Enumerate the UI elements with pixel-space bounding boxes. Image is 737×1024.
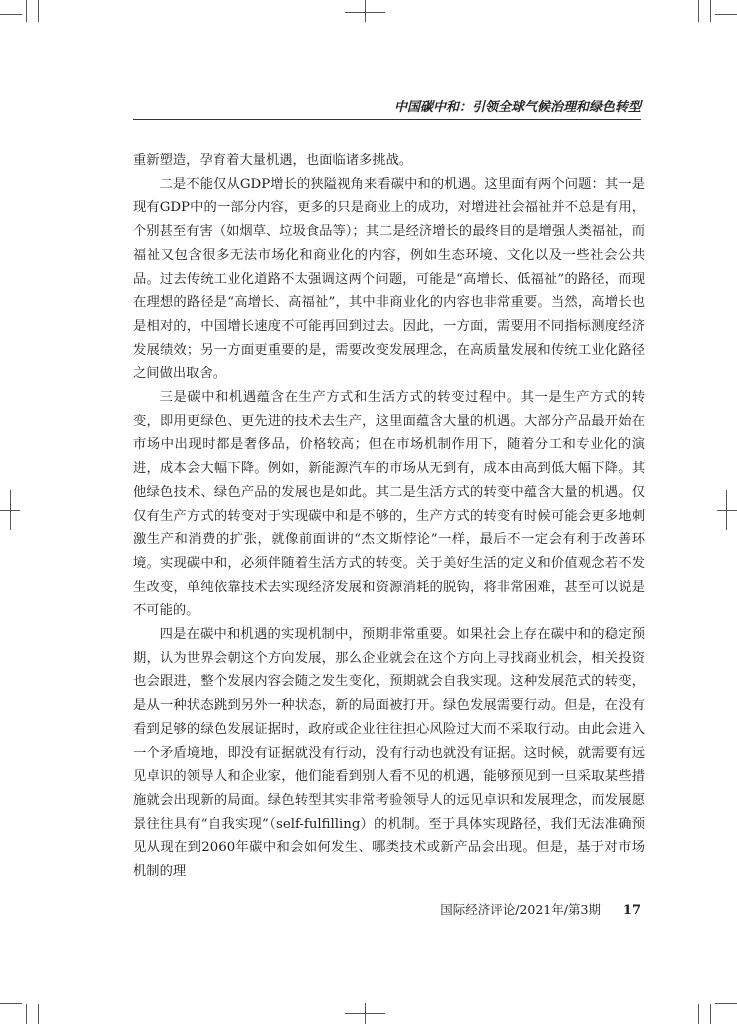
crop-mark bbox=[698, 1004, 699, 1024]
page-number: 17 bbox=[622, 903, 641, 918]
registration-mark bbox=[365, 1003, 366, 1024]
registration-mark bbox=[717, 510, 737, 511]
crop-mark bbox=[0, 1003, 22, 1004]
crop-mark bbox=[710, 1004, 711, 1024]
paragraph-1: 重新塑造，孕育着大量机遇，也面临诸多挑战。 bbox=[133, 153, 413, 168]
paragraph-3: 三是碳中和机遇蕴含在生产方式和生活方式的转变过程中。其一是生产方式的转变，即用更绿色、更先进的技术去生产，这里面蕴含大量的机遇。大部分产品最开始在市场中出现时都是奢侈品，价格较高；但在市场机制作用下，随着分工和专业化的演进，成本会大幅下降。例如，新能源汽车的市场从无到有，成本由高到低大幅下降。其他绿色技术、绿色产品的发展也是如此。其二是生活方式的转变中蕴含大量的机遇。仅仅有生产方式的转变对于实现碳中和是不够的，生产方式的转变有时候可能会更多地刺激生产和消费的扩张，就像前面讲的“杰文斯悖论”一样，最后不一定会有利于改善环境。实现碳中和，必须伴随着生活方式的转变。关于美好生活的定义和价值观念若不发生改变，单纯依靠技术去实现经济发展和资源消耗的脱钩，将非常困难，甚至可以说是不可能的。 bbox=[133, 390, 645, 619]
crop-mark bbox=[38, 0, 39, 22]
crop-mark bbox=[710, 0, 711, 22]
crop-mark bbox=[715, 14, 737, 15]
page-footer bbox=[440, 900, 641, 918]
crop-mark bbox=[26, 0, 27, 22]
registration-mark bbox=[726, 490, 727, 530]
crop-mark bbox=[698, 0, 699, 22]
paragraph-4: 四是在碳中和机遇的实现机制中，预期非常重要。如果社会上存在碳中和的稳定预期，认为世界会朝这个方向发展，那么企业就会在这个方向上寻找商业机会，相关投资也会跟进，整个发展内容会随之发生变化，预期就会自我实现。这种发展范式的转变，是从一种状态跳到另外一种状态，新的局面被打开。绿色发展需要行动。但是，在没有看到足够的绿色发展证据时，政府或企业往往担心风险过大而不采取行动。由此会进入一个矛盾境地，即没有证据就没有行动，没有行动也就没有证据。这时候，就需要有远见卓识的领导人和企业家，他们能看到别人看不见的机遇，能够预见到一旦采取某些措施就会出现新的局面。绿色转型其实非常考验领导人的远见卓识和发展理念，而发展愿景往往具有“自我实现”（self-fulfilling）的机制。至于具体实现路径，我们无法准确预见从现在到2060年碳中和会如何发生、哪类技术或新产品会出现。但是，基于对市场机制的理 bbox=[133, 627, 645, 880]
crop-mark bbox=[26, 1004, 27, 1024]
registration-mark bbox=[365, 0, 366, 22]
crop-mark bbox=[38, 1004, 39, 1024]
crop-mark bbox=[715, 1003, 737, 1004]
header-rule bbox=[133, 119, 641, 120]
crop-mark bbox=[0, 14, 22, 15]
journal-citation: 国际经济评论/2021年/第3期 bbox=[440, 902, 601, 917]
running-head-title: 中国碳中和：引领全球气候治理和绿色转型 bbox=[393, 100, 641, 115]
registration-mark bbox=[10, 490, 11, 530]
paragraph-2: 二是不能仅从GDP增长的狭隘视角来看碳中和的机遇。这里面有两个问题：其一是现有GDP中的一部分内容，更多的只是商业上的成功，对增进社会福祉并不总是有用，个别甚至有害（如烟草、垃圾食品等）；其二是经济增长的最终目的是增强人类福祉，而福祉又包含很多无法市场化和商业化的内容，例如生态环境、文化以及一些社会公共品。过去传统工业化道路不太强调这两个问题，可能是“高增长、低福祉”的路径，而现在理想的路径是“高增长、高福祉”，其中非商业化的内容也非常重要。当然，高增长也是相对的，中国增长速度不可能再回到过去。因此，一方面，需要用不同指标测度经济发展绩效；另一方面更重要的是，需要改变发展理念，在高质量发展和传统工业化路径之间做出取舍。 bbox=[133, 176, 645, 382]
article-body bbox=[133, 149, 645, 884]
